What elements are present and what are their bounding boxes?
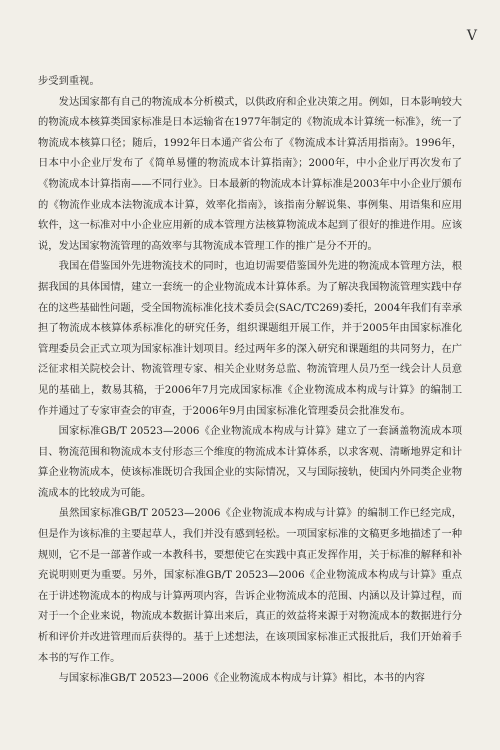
paragraph-china-standard-effort: 我国在借鉴国外先进物流技术的同时，也迫切需要借鉴国外先进的物流成本管理方法，根据我国的具体国情，建立一套统一的企业物流成本计算体系。为了解决我国物流管理实践中存在的这些基础性问题，受全国物流标准化技术委员会(SAC/TC269)委托，2004年我们有幸承担了物流成本核算体系标准化的研究任务，组织课题组开展工作，并于2005年由国家标准化管理委员会正式立项为国家标准计划项目。经过两年多的深入研究和课题组的共同努力，在广泛征求相关院校会计、物流管理专家、相关企业财务总监、物流管理人员乃至一线会计人员意见的基础上，数易其稿，于2006年7月完成国家标准《企业物流成本构成与计算》的编制工作并通过了专家审查会的审查，于2006年9月由国家标准化管理委员会批准发布。 <box>38 260 462 417</box>
paragraph-developed-countries: 发达国家都有自己的物流成本分析模式，以供政府和企业决策之用。例如，日本影响较大的物流成本核算类国家标准是日本运输省在1977年制定的《物流成本计算统一标准》，统一了物流成本核算口径；随后，1992年日本通产省公布了《物流成本计算活用指南》。1996年，日本中小企业厅发布了《简单易懂的物流成本计算指南》；2000年，中小企业厅再次发布了《物流成本计算指南——不同行业》。日本最新的物流成本计算标准是2003年中小企业厅颁布的《物流作业成本法物流成本计算，效率化指南》，该指南分解说集、事例集、用语集和应用软件，这一标准对中小企业应用新的成本管理方法核算物流成本起到了很好的推进作用。应该说，发达国家物流管理的高效率与其物流成本管理工作的推广是分不开的。 <box>38 95 462 252</box>
body-text <box>38 71 462 689</box>
paragraph-book-motivation: 虽然国家标准GB/T 20523—2006《企业物流成本构成与计算》的编制工作已经完成，但是作为该标准的主要起草人，我们并没有感到轻松。一项国家标准的文稿更多地描述了一种规则，它不是一部著作或一本教科书，要想使它在实践中真正发挥作用，关于标准的解释和补充说明则更为重要。另外，国家标准GB/T 20523—2006《企业物流成本构成与计算》重点在于讲述物流成本的构成与计算两项内容，告诉企业物流成本的范围、内涵以及计算过程，而对于一个企业来说，物流成本数据计算出来后，真正的效益将来源于对物流成本的数据进行分析和评价并改进管理而后获得的。基于上述想法，在该项国家标准正式报批后，我们开始着手本书的写作工作。 <box>38 507 462 664</box>
paragraph-gb-standard-system: 国家标准GB/T 20523—2006《企业物流成本构成与计算》建立了一套涵盖物流成本项目、物流范围和物流成本支付形态三个维度的物流成本计算体系，以求客观、清晰地界定和计算企业物流成本，使该标准既切合我国企业的实际情况，又与国际接轨，使国内外同类企业物流成本的比较成为可能。 <box>38 425 462 499</box>
paragraph-continuation: 步受到重视。 <box>38 75 100 87</box>
page-number: V <box>466 28 478 44</box>
paragraph-comparison: 与国家标准GB/T 20523—2006《企业物流成本构成与计算》相比，本书的内容 <box>58 672 425 685</box>
